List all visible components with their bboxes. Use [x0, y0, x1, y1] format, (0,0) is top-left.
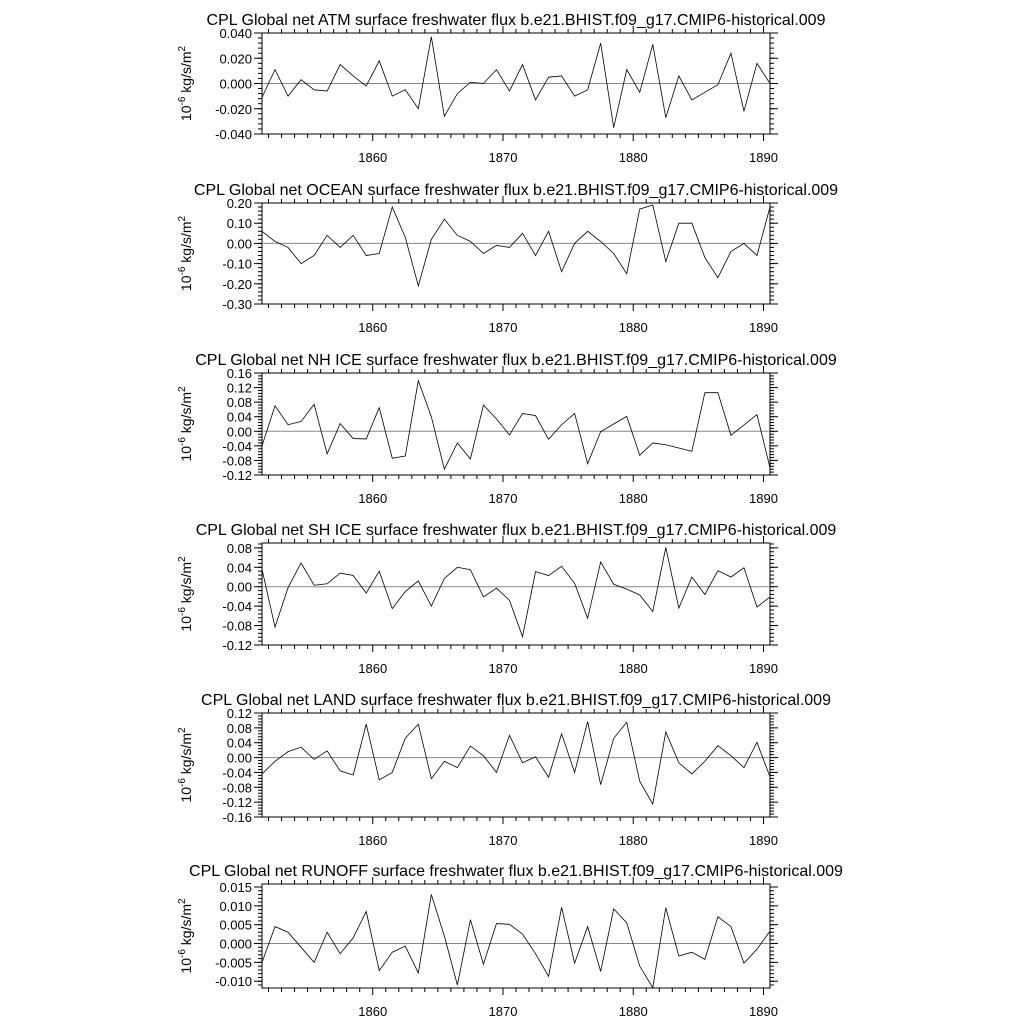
data-series-line	[262, 205, 770, 286]
x-tick-label: 1860	[358, 320, 388, 335]
y-tick-label: 0.08	[226, 720, 252, 736]
x-tick-label: 1880	[618, 491, 648, 506]
y-tick-label: 0.040	[219, 26, 252, 41]
y-label-superscript: 2	[177, 898, 188, 904]
y-tick-label: -0.08	[222, 453, 252, 469]
y-label-superscript: -6	[177, 437, 188, 447]
y-label-text: 10	[178, 105, 194, 122]
x-tick-label: 1870	[488, 150, 518, 165]
panel-title: CPL Global net NH ICE surface freshwater flux b.e21.BHIST.f09_g17.CMIP6-historical.009	[195, 352, 837, 369]
y-tick-label: 0.12	[226, 706, 252, 721]
y-label-text: 10	[178, 446, 194, 462]
x-tick-label: 1870	[488, 1004, 518, 1019]
y-label-superscript: -6	[177, 607, 188, 617]
x-tick-label: 1890	[749, 833, 778, 848]
data-series-line	[262, 722, 770, 804]
y-tick-label: 0.000	[219, 936, 252, 952]
panel-title: CPL Global net RUNOFF surface freshwater flux b.e21.BHIST.f09_g17.CMIP6-historical.009	[189, 863, 843, 880]
panel-6	[177, 863, 843, 1019]
y-tick-label: -0.08	[222, 618, 252, 634]
data-series-line	[262, 547, 770, 636]
x-tick-label: 1890	[749, 661, 778, 676]
y-label-superscript: 2	[177, 45, 188, 52]
y-label-text: 10	[178, 275, 194, 292]
x-tick-label: 1860	[358, 150, 388, 165]
plot-frame	[262, 884, 770, 988]
y-tick-label: -0.005	[215, 955, 252, 971]
y-tick-label: 0.16	[226, 366, 252, 381]
y-label-text: 10	[178, 787, 194, 803]
x-tick-label: 1880	[618, 320, 648, 335]
panel-4	[177, 522, 836, 676]
y-label-text: kg/s/m	[178, 51, 194, 97]
y-tick-label: 0.00	[226, 236, 252, 252]
y-tick-label: 0.000	[219, 76, 252, 92]
x-tick-label: 1890	[749, 1004, 778, 1019]
x-tick-label: 1880	[618, 661, 648, 676]
y-label-superscript: -6	[177, 96, 188, 106]
y-tick-label: 0.00	[226, 579, 252, 595]
y-tick-label: -0.04	[222, 438, 252, 454]
y-tick-label: -0.10	[222, 256, 252, 272]
y-tick-label: -0.040	[215, 127, 252, 142]
x-tick-label: 1880	[618, 150, 648, 165]
y-tick-label: -0.04	[222, 599, 252, 615]
x-tick-label: 1870	[488, 833, 518, 848]
x-tick-label: 1880	[618, 833, 648, 848]
panel-1	[177, 12, 826, 165]
y-axis-label	[177, 386, 194, 462]
panel-3	[177, 352, 837, 506]
y-tick-label: -0.12	[222, 638, 252, 653]
x-tick-label: 1890	[749, 150, 778, 165]
y-label-text: kg/s/m	[178, 561, 194, 608]
y-tick-label: 0.08	[226, 395, 252, 411]
y-tick-label: -0.020	[215, 101, 252, 117]
plot-frame	[262, 543, 770, 645]
y-tick-label: 0.010	[219, 898, 252, 914]
panel-title: CPL Global net LAND surface freshwater flux b.e21.BHIST.f09_g17.CMIP6-historical.009	[201, 692, 831, 709]
y-tick-label: 0.015	[219, 880, 252, 896]
x-tick-label: 1880	[618, 1004, 648, 1019]
y-label-superscript: 2	[177, 386, 188, 392]
y-tick-label: -0.20	[222, 276, 252, 292]
y-label-text: kg/s/m	[178, 221, 194, 267]
y-label-text: kg/s/m	[178, 903, 194, 950]
y-tick-label: -0.12	[222, 795, 252, 811]
y-tick-label: -0.010	[215, 974, 252, 990]
panel-title: CPL Global net ATM surface freshwater flux b.e21.BHIST.f09_g17.CMIP6-historical.009	[206, 12, 826, 29]
y-tick-label: -0.04	[222, 765, 252, 781]
y-label-text: kg/s/m	[178, 732, 194, 779]
x-tick-label: 1890	[749, 320, 778, 335]
data-series-line	[262, 895, 770, 988]
y-tick-label: 0.12	[226, 380, 252, 396]
x-tick-label: 1860	[358, 661, 388, 676]
y-tick-label: 0.04	[226, 560, 252, 576]
y-axis-label	[177, 215, 194, 291]
plot-frame	[262, 203, 770, 304]
panel-5	[177, 692, 831, 848]
data-series-line	[262, 381, 770, 470]
y-label-text: 10	[178, 616, 194, 632]
y-label-superscript: -6	[177, 949, 188, 959]
y-tick-label: 0.00	[226, 424, 252, 440]
x-tick-label: 1860	[358, 491, 388, 506]
x-tick-label: 1890	[749, 491, 778, 506]
y-label-superscript: 2	[177, 727, 188, 733]
y-axis-label	[177, 727, 194, 803]
y-tick-label: 0.00	[226, 750, 252, 766]
y-axis-label	[177, 45, 194, 121]
y-label-text: kg/s/m	[178, 391, 194, 438]
y-label-superscript: -6	[177, 266, 188, 276]
plot-frame	[262, 713, 770, 817]
x-tick-label: 1870	[488, 320, 518, 335]
panel-title: CPL Global net OCEAN surface freshwater flux b.e21.BHIST.f09_g17.CMIP6-historical.009	[193, 182, 839, 199]
data-series-line	[262, 37, 770, 128]
y-label-superscript: 2	[177, 215, 188, 222]
y-tick-label: 0.10	[226, 216, 252, 232]
y-tick-label: 0.08	[226, 540, 252, 556]
y-tick-label: 0.020	[219, 51, 252, 67]
x-tick-label: 1870	[488, 491, 518, 506]
x-tick-label: 1860	[358, 1004, 388, 1019]
y-label-text: 10	[178, 958, 194, 974]
y-axis-label	[177, 556, 194, 632]
x-tick-label: 1860	[358, 833, 388, 848]
y-label-superscript: -6	[177, 778, 188, 788]
x-tick-label: 1870	[488, 661, 518, 676]
y-tick-label: -0.12	[222, 468, 252, 483]
y-axis-label	[177, 898, 194, 974]
y-tick-label: -0.08	[222, 780, 252, 796]
y-tick-label: 0.005	[219, 917, 252, 933]
y-tick-label: 0.04	[226, 735, 252, 751]
y-tick-label: -0.30	[222, 297, 252, 312]
y-tick-label: 0.20	[226, 196, 252, 211]
y-tick-label: 0.04	[226, 409, 252, 425]
panel-title: CPL Global net SH ICE surface freshwater flux b.e21.BHIST.f09_g17.CMIP6-historical.009	[195, 522, 837, 539]
y-tick-label: -0.16	[222, 810, 252, 825]
y-label-superscript: 2	[177, 556, 188, 562]
panel-2	[177, 182, 838, 335]
